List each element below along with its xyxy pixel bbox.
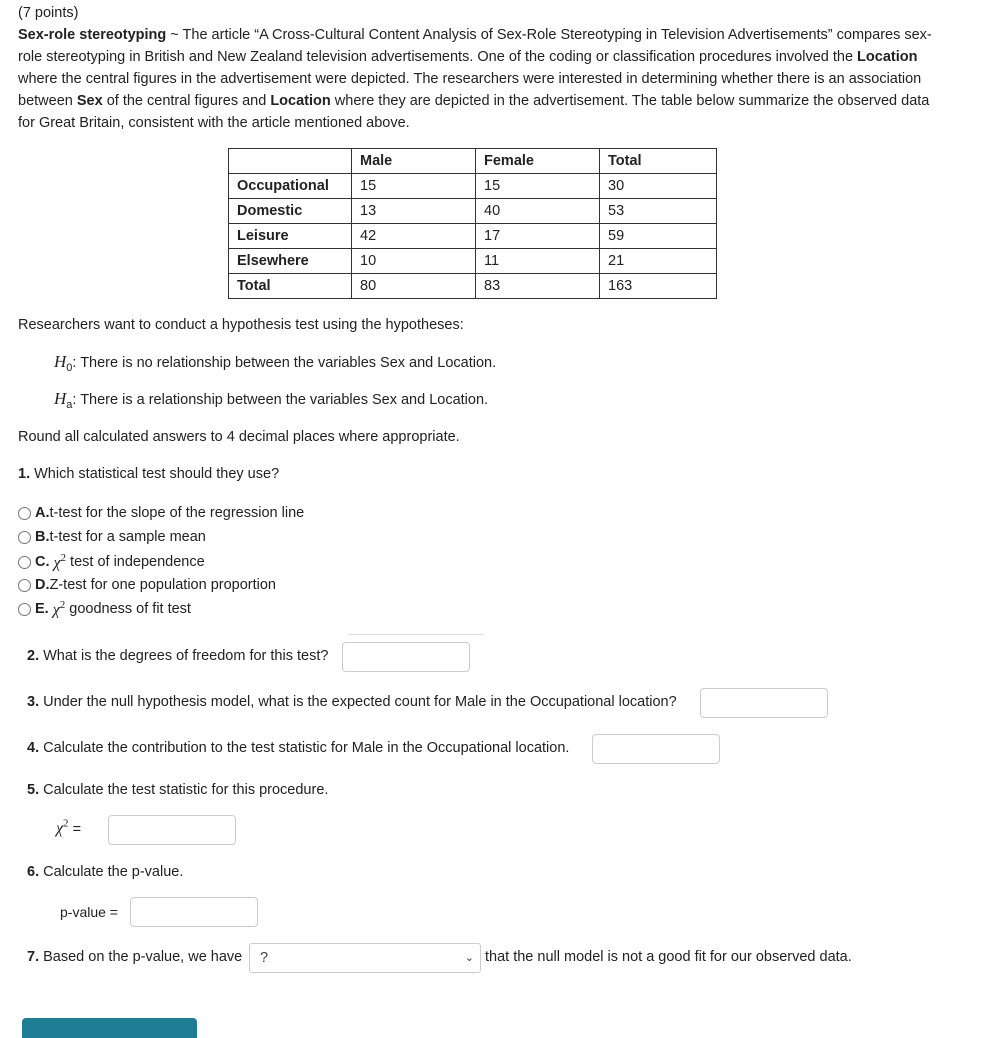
table-header [229, 149, 352, 174]
question-text: Based on the p-value, we have [39, 949, 243, 965]
table-cell: 30 [600, 174, 717, 199]
table-cell: 83 [476, 274, 600, 299]
option-text: t-test for the slope of the regression line [49, 505, 305, 521]
chi-superscript: 2 [63, 818, 69, 830]
conclusion-select[interactable] [249, 943, 481, 973]
table-row [229, 199, 717, 224]
radio-button[interactable] [18, 579, 31, 592]
observed-data-table [228, 148, 717, 299]
table-header: Total [600, 149, 717, 174]
question-7-suffix: that the null model is not a good fit for our observed data. [485, 949, 852, 965]
radio-button[interactable] [18, 531, 31, 544]
table-cell: 13 [352, 199, 476, 224]
h0-symbol: H [54, 352, 67, 371]
statement-part: The article “A Cross-Cultural Content Analysis of Sex-Role Stereotyping in Television Advertisements” compares sex-role stereotyping in British and New Zealand television advertisements. One of the coding or classification procedures involved the [18, 27, 932, 65]
table-cell: 163 [600, 274, 717, 299]
row-label: Leisure [229, 224, 352, 249]
question-number: 7. [27, 949, 40, 965]
table-cell: 15 [352, 174, 476, 199]
table-row [229, 274, 717, 299]
question-3 [27, 694, 677, 710]
question-number: 2. [27, 648, 40, 664]
statement-part: where they are depicted in the advertisement. The table below summarize the observed data for Great Britain, consistent with the article mentioned above. [18, 93, 930, 131]
ha-subscript: a [66, 398, 73, 411]
points-label: (7 points) [18, 5, 79, 21]
problem-title: Sex-role stereotyping [18, 27, 167, 43]
question-text: Calculate the test statistic for this procedure. [39, 782, 329, 798]
chi-superscript: 2 [60, 551, 67, 564]
question-number: 1. [18, 466, 31, 482]
p-value-label: p-value = [60, 904, 118, 920]
question-5 [27, 782, 328, 798]
chi-superscript: 2 [59, 598, 66, 611]
option-d[interactable] [18, 574, 276, 596]
question-text: Which statistical test should they use? [30, 466, 280, 482]
question-text: Under the null hypothesis model, what is the expected count for Male in the Occupational location? [39, 694, 677, 710]
table-cell: 21 [600, 249, 717, 274]
table-row [229, 249, 717, 274]
statement-bold: Location [857, 49, 918, 65]
statement-part: of the central figures and [102, 93, 271, 109]
p-value-input[interactable] [130, 897, 258, 927]
chi-letter: χ [52, 601, 60, 619]
degrees-of-freedom-input[interactable] [342, 642, 470, 672]
table-header-row [229, 149, 717, 174]
question-text: Calculate the contribution to the test statistic for Male in the Occupational location. [39, 740, 570, 756]
null-hypothesis [54, 352, 496, 374]
title-separator: ~ [166, 27, 183, 43]
table-header: Female [476, 149, 600, 174]
table-header: Male [352, 149, 476, 174]
chi-symbol [53, 599, 66, 619]
question-1 [18, 466, 279, 482]
round-note: Round all calculated answers to 4 decimal places where appropriate. [18, 429, 460, 445]
table-cell: 10 [352, 249, 476, 274]
row-label: Elsewhere [229, 249, 352, 274]
chevron-down-icon: ⌄ [464, 952, 474, 964]
question-4 [27, 740, 569, 756]
radio-button[interactable] [18, 603, 31, 616]
question-6 [27, 864, 183, 880]
option-letter: C. [35, 554, 50, 570]
table-cell: 42 [352, 224, 476, 249]
option-letter: E. [35, 601, 49, 617]
intro [18, 2, 948, 134]
table-row [229, 174, 717, 199]
contribution-input[interactable] [592, 734, 720, 764]
table-cell: 53 [600, 199, 717, 224]
table-cell: 59 [600, 224, 717, 249]
table-row [229, 224, 717, 249]
chi-symbol [54, 552, 67, 572]
submit-button[interactable] [22, 1018, 197, 1038]
table-cell: 17 [476, 224, 600, 249]
ha-symbol: H [54, 389, 67, 408]
table-cell: 15 [476, 174, 600, 199]
statement-part: where the central figures in the advertisement were depicted. The researchers were interested in determining whether there is an association between [18, 71, 922, 109]
question-number: 3. [27, 694, 40, 710]
chi-letter: χ [56, 820, 64, 838]
equals-sign: = [68, 821, 82, 838]
h0-subscript: 0 [66, 361, 73, 374]
chi-symbol [56, 820, 69, 837]
row-label: Occupational [229, 174, 352, 199]
option-text: goodness of fit test [69, 601, 191, 617]
question-number: 4. [27, 740, 40, 756]
option-letter: A. [35, 505, 50, 521]
row-label: Total [229, 274, 352, 299]
problem-statement [18, 24, 948, 134]
option-letter: D. [35, 577, 50, 593]
statement-bold: Sex [76, 93, 103, 109]
table-cell: 40 [476, 199, 600, 224]
ha-text: : There is a relationship between the variables Sex and Location. [72, 392, 489, 408]
test-statistic-input[interactable] [108, 815, 236, 845]
chi-square-label [56, 818, 81, 838]
option-text: t-test for a sample mean [49, 529, 206, 545]
option-b[interactable] [18, 526, 206, 548]
option-text: test of independence [70, 554, 205, 570]
divider [348, 634, 484, 635]
alternative-hypothesis [54, 389, 488, 411]
table-cell: 11 [476, 249, 600, 274]
question-7 [27, 949, 242, 965]
option-text: Z-test for one population proportion [49, 577, 276, 593]
expected-count-input[interactable] [700, 688, 828, 718]
chi-letter: χ [53, 554, 61, 572]
option-c[interactable] [18, 551, 205, 573]
question-text: Calculate the p-value. [39, 864, 184, 880]
select-value: ? [260, 950, 269, 966]
hypotheses-lead: Researchers want to conduct a hypothesis test using the hypotheses: [18, 317, 464, 333]
statement-bold: Location [270, 93, 331, 109]
radio-button[interactable] [18, 556, 31, 569]
radio-button[interactable] [18, 507, 31, 520]
option-a[interactable] [18, 502, 304, 524]
h0-text: : There is no relationship between the variables Sex and Location. [72, 355, 497, 371]
table-cell: 80 [352, 274, 476, 299]
row-label: Domestic [229, 199, 352, 224]
option-letter: B. [35, 529, 50, 545]
question-text: What is the degrees of freedom for this test? [39, 648, 329, 664]
question-number: 5. [27, 782, 40, 798]
question-2 [27, 648, 328, 664]
option-e[interactable] [18, 598, 191, 620]
question-number: 6. [27, 864, 40, 880]
